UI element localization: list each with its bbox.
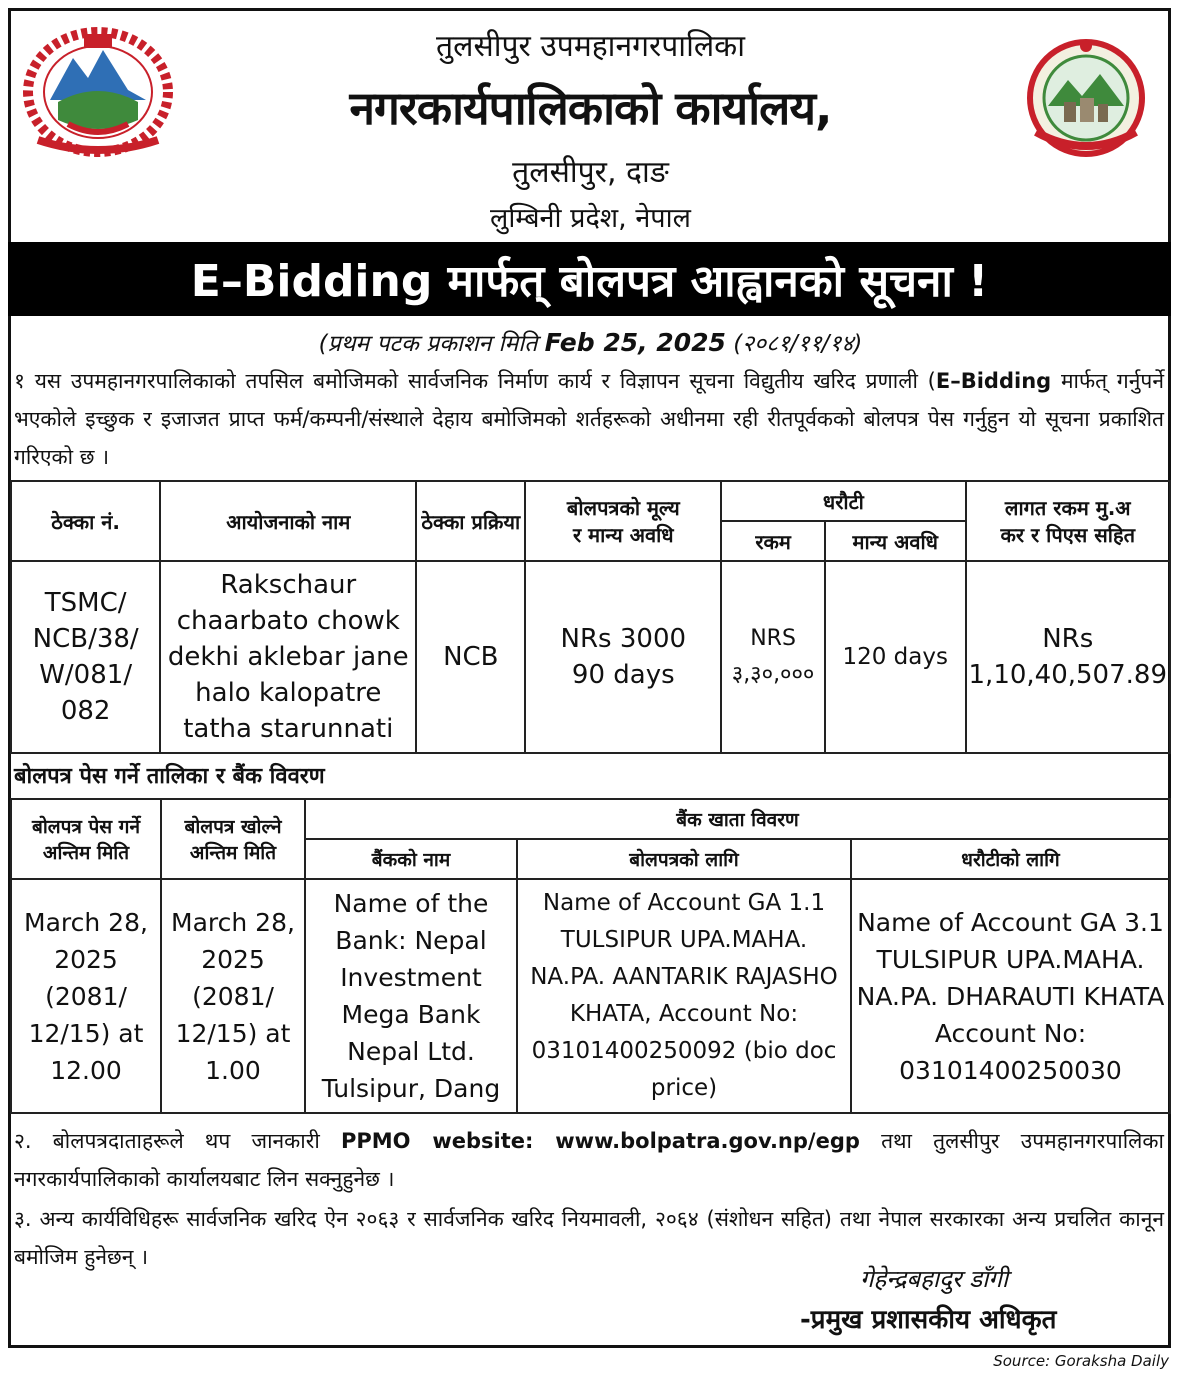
table-row <box>11 561 1170 753</box>
bank-name: Name of the Bank: Nepal Investment Mega Bank Nepal Ltd. Tulsipur, Dang <box>305 879 517 1113</box>
signatory-title: -प्रमुख प्रशासकीय अधिकृत <box>800 1305 1057 1335</box>
header-for-bid: बोलपत्रको लागि <box>517 839 851 879</box>
procedure: NCB <box>416 561 525 753</box>
project-name: Rakschaur chaarbato chowk dekhi aklebar jane halo kalopatre tatha starunnati <box>160 561 416 753</box>
notice-title: E–Bidding मार्फत् बोलपत्र आह्वानको सूचना ! <box>190 256 989 307</box>
header-doc-price: बोलपत्रको मूल्य र मान्य अवधि <box>525 481 721 561</box>
province-country: लुम्बिनी प्रदेश, नेपाल <box>490 203 691 234</box>
publication-date-nepali: (२०८१/११/१४) <box>733 331 863 357</box>
security-amount: NRS ३,३०,००० <box>721 561 825 753</box>
security-validity: 120 days <box>825 561 966 753</box>
paragraph-1: १ यस उपमहानगरपालिकाको तपसिल बमोजिमको सार्वजनिक निर्माण कार्य र विज्ञापन सूचना विद्युतीय खरिद प्रणाली (E–Bidding मार्फत् गर्नुपर्ने भएकोले इच्छुक र इजाजत प्राप्त फर्म/कम्पनी/संस्थाले देहाय बमोजिमको शर्तहरूको अधीनमा रही रीतपूर्वकको बोलपत्र पेस गर्नुहुन यो सूचना प्रकाशित गरिएको छ । <box>14 369 1164 469</box>
header-project-name: आयोजनाको नाम <box>160 481 416 561</box>
submit-date: March 28, 2025 (2081/ 12/15) at 12.00 <box>11 879 161 1113</box>
header-cost: लागत रकम मु.अ कर र पिएस सहित <box>966 481 1170 561</box>
signatory-name: गेहेन्द्रबहादुर डाँगी <box>860 1265 1009 1293</box>
ebidding-text: E–Bidding <box>935 369 1052 393</box>
header-bank-details: बैंक खाता विवरण <box>305 799 1170 839</box>
table-row <box>11 879 1170 1113</box>
publication-date-line <box>0 326 1181 358</box>
municipality-name: तुलसीपुर उपमहानगरपालिका <box>436 29 745 64</box>
paragraph-2: २. बोलपत्रदाताहरूले थप जानकारी PPMO website: www.bolpatra.gov.np/egp तथा तुलसीपुर उपमहानगरपालिका नगरकार्यपालिकाको कार्यालयबाट लिन सक्नुहुनेछ । <box>14 1129 1164 1191</box>
bid-account: Name of Account GA 1.1 TULSIPUR UPA.MAHA. NA.PA. AANTARIK RAJASHO KHATA, Account No: 03101400250092 (bio doc price) <box>517 879 851 1113</box>
header-for-security: धरौटीको लागि <box>851 839 1170 879</box>
header-security-validity: मान्य अवधि <box>825 521 966 561</box>
header-open-date: बोलपत्र खोल्ने अन्तिम मिति <box>161 799 305 879</box>
source-credit: Source: Goraksha Daily <box>993 1352 1169 1370</box>
header-submit-date: बोलपत्र पेस गर्ने अन्तिम मिति <box>11 799 161 879</box>
header-security: धरौटी <box>721 481 965 521</box>
security-account: Name of Account GA 3.1 TULSIPUR UPA.MAHA. NA.PA. DHARAUTI KHATA Account No: 03101400250030 <box>851 879 1170 1113</box>
publication-prefix: (प्रथम पटक प्रकाशन मिति <box>318 331 538 357</box>
contract-no: TSMC/ NCB/38/ W/081/ 082 <box>11 561 160 753</box>
header-bank-name: बैंकको नाम <box>305 839 517 879</box>
publication-date: Feb 25, 2025 <box>544 328 726 357</box>
schedule-table <box>10 798 1171 1114</box>
header-contract-no: ठेक्का नं. <box>11 481 160 561</box>
open-date: March 28, 2025 (2081/ 12/15) at 1.00 <box>161 879 305 1113</box>
office-location: तुलसीपुर, दाङ <box>512 155 669 190</box>
header-procedure: ठेक्का प्रक्रिया <box>416 481 525 561</box>
office-name: नगरकार्यपालिकाको कार्यालय, <box>349 81 832 135</box>
header-security-amount: रकम <box>721 521 825 561</box>
contract-table <box>10 480 1171 754</box>
doc-price-validity: NRs 3000 90 days <box>525 561 721 753</box>
schedule-title: बोलपत्र पेस गर्ने तालिका र बैंक विवरण <box>14 764 325 789</box>
notice-title-banner <box>8 242 1171 316</box>
paragraph-3: ३. अन्य कार्यविधिहरू सार्वजनिक खरिद ऐन २०६३ र सार्वजनिक खरिद नियमावली, २०६४ (संशोधन सहित) तथा नेपाल सरकारका अन्य प्रचलित कानून बमोजिम हुनेछन् । <box>14 1207 1164 1269</box>
cost-estimate: NRs 1,10,40,507.89 <box>966 561 1170 753</box>
ppmo-website: PPMO website: www.bolpatra.gov.np/egp <box>340 1129 860 1153</box>
